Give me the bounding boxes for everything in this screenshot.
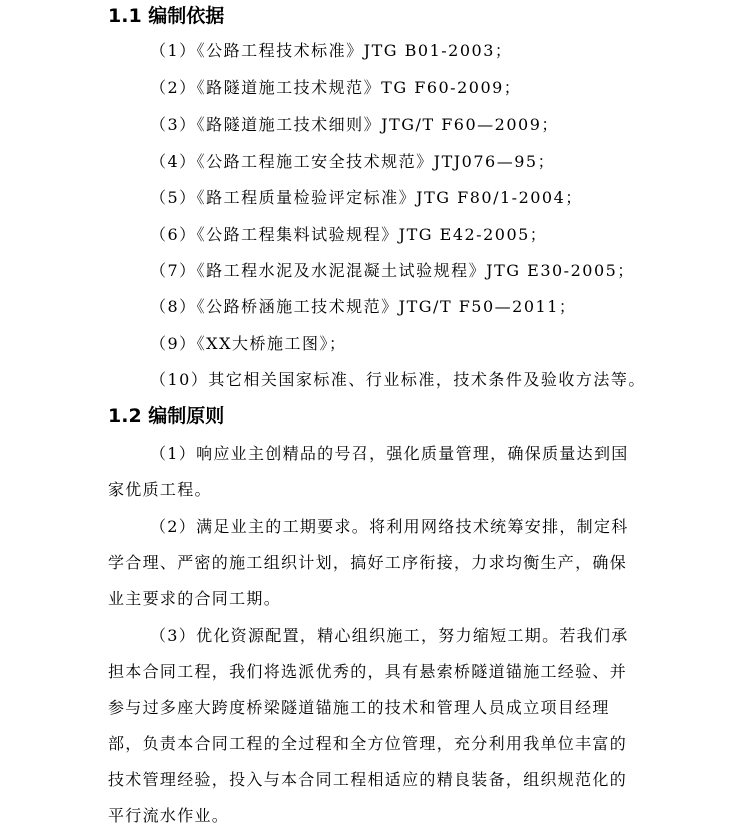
- paragraph-line: （2）满足业主的工期要求。将利用网络技术统筹安排，制定科: [150, 517, 629, 536]
- reference-item-1: （1）《公路工程技术标准》JTG B01-2003；: [150, 41, 513, 60]
- section-heading-basis: 1.1 编制依据: [108, 5, 225, 27]
- reference-item-7: （7）《路工程水泥及水泥混凝土试验规程》JTG E30-2005；: [150, 261, 635, 280]
- paragraph-line: 家优质工程。: [108, 480, 212, 499]
- reference-item-4: （4）《公路工程施工安全技术规范》JTJ076—95；: [150, 152, 556, 171]
- paragraph-line: 担本合同工程，我们将选派优秀的，具有悬索桥隧道锚施工经验、并: [108, 662, 628, 681]
- paragraph-line: 参与过多座大跨度桥梁隧道锚施工的技术和管理人员成立项目经理: [108, 698, 610, 717]
- principle-paragraph-1: [108, 436, 664, 508]
- principle-paragraph-3: [108, 618, 664, 834]
- reference-item-2: （2）《路隧道施工技术规范》TG F60-2009；: [150, 78, 522, 97]
- reference-item-6: （6）《公路工程集料试验规程》JTG E42-2005；: [150, 225, 548, 244]
- reference-item-10: （10）其它相关国家标准、行业标准，技术条件及验收方法等。: [150, 370, 646, 389]
- reference-item-8: （8）《公路桥涵施工技术规范》JTG/T F50—2011；: [150, 297, 577, 316]
- paragraph-line: 业主要求的合同工期。: [108, 589, 282, 608]
- section-heading-principles: 1.2 编制原则: [108, 405, 225, 427]
- paragraph-line: （1）响应业主创精品的号召，强化质量管理，确保质量达到国: [150, 444, 629, 463]
- principle-paragraph-2: [108, 509, 664, 617]
- paragraph-line: 平行流水作业。: [108, 806, 230, 825]
- paragraph-line: 学合理、严密的施工组织计划，搞好工序衔接，力求均衡生产，确保: [108, 553, 628, 572]
- paragraph-line: 技术管理经验，投入与本合同工程相适应的精良装备，组织规范化的: [108, 770, 628, 789]
- reference-item-9: （9）《XX大桥施工图》；: [150, 334, 347, 353]
- paragraph-line: （3）优化资源配置，精心组织施工，努力缩短工期。若我们承: [150, 626, 629, 645]
- reference-item-5: （5）《路工程质量检验评定标准》JTG F80/1-2004；: [150, 188, 583, 207]
- reference-item-3: （3）《路隧道施工技术细则》JTG/T F60—2009；: [150, 115, 559, 134]
- paragraph-line: 部，负责本合同工程的全过程和全方位管理，充分利用我单位丰富的: [108, 734, 628, 753]
